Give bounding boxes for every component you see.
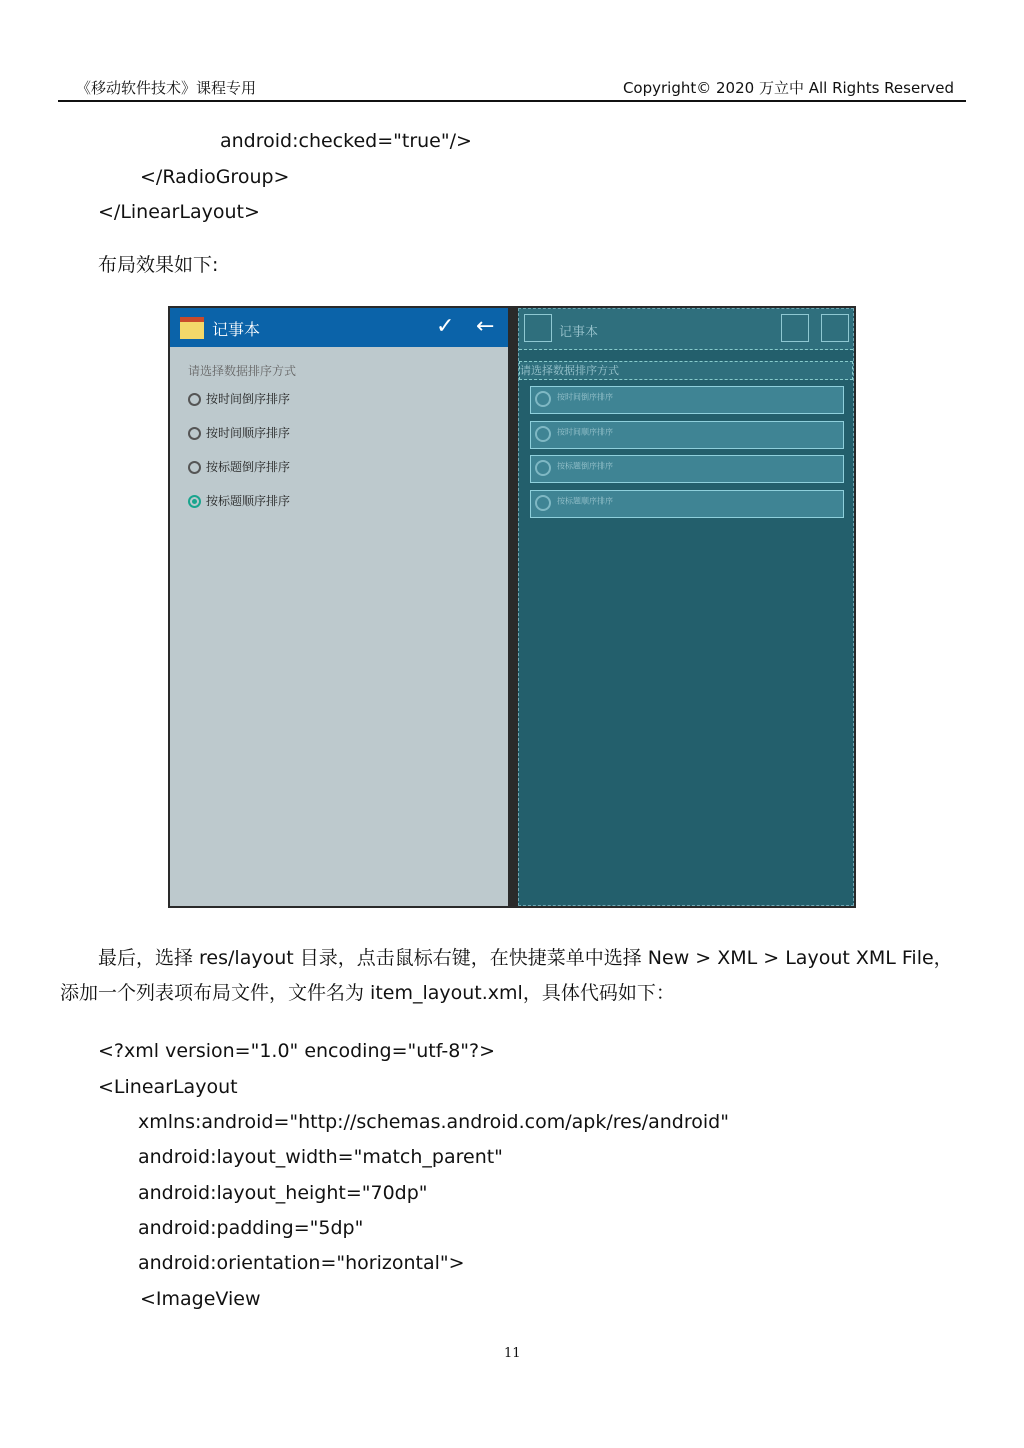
image-placeholder-icon <box>781 314 809 342</box>
app-title: 记事本 <box>212 320 261 339</box>
design-preview <box>170 308 508 906</box>
radio-label: 按时间顺序排序 <box>206 426 291 440</box>
radio-label: 按时间倒序排序 <box>206 392 291 406</box>
notebook-icon <box>180 317 204 339</box>
radio-icon <box>188 393 201 406</box>
blueprint-radio: 按标题顺序排序 <box>530 490 844 518</box>
layout-screenshot <box>168 306 856 908</box>
radio-label: 按标题倒序排序 <box>206 460 291 474</box>
radio-option[interactable] <box>188 458 290 475</box>
code-line: android:layout_width="match_parent" <box>138 1146 503 1168</box>
blueprint-preview <box>518 308 854 906</box>
code-line: android:checked="true"/> <box>220 130 472 152</box>
code-line: android:layout_height="70dp" <box>138 1182 428 1204</box>
code-line: <LinearLayout <box>98 1076 238 1098</box>
code-line: <?xml version="1.0" encoding="utf-8"?> <box>98 1040 496 1062</box>
header-right: Copyright© 2020 万立中 All Rights Reserved <box>622 79 954 97</box>
blueprint-radio: 按时间倒序排序 <box>530 386 844 414</box>
page-number: 11 <box>504 1346 521 1361</box>
blueprint-radio: 按时间顺序排序 <box>530 421 844 449</box>
header-left: 《移动软件技术》课程专用 <box>76 79 257 97</box>
radio-icon <box>188 427 201 440</box>
code-line: xmlns:android="http://schemas.android.com/apk/res/android" <box>138 1111 729 1133</box>
toolbar <box>170 308 508 347</box>
radio-option[interactable] <box>188 390 290 407</box>
code-line: android:orientation="horizontal"> <box>138 1252 465 1274</box>
back-arrow-icon[interactable]: ← <box>476 314 495 339</box>
radio-checked-icon <box>188 495 201 508</box>
blueprint-prompt: 请选择数据排序方式 <box>519 361 853 380</box>
code-line: android:padding="5dp" <box>138 1217 364 1239</box>
code-line: <ImageView <box>140 1288 261 1310</box>
blueprint-title: 记事本 <box>559 325 599 340</box>
image-placeholder-icon <box>524 314 552 342</box>
image-placeholder-icon <box>821 314 849 342</box>
caption: 布局效果如下: <box>98 254 219 276</box>
blueprint-radio: 按标题倒序排序 <box>530 455 844 483</box>
radio-option[interactable] <box>188 424 290 441</box>
blueprint-toolbar <box>519 309 853 350</box>
radio-icon <box>188 461 201 474</box>
header-rule <box>58 100 966 102</box>
code-line: </LinearLayout> <box>98 201 260 223</box>
paragraph-line: 最后，选择 res/layout 目录，点击鼠标右键，在快捷菜单中选择 New > XML > Layout XML File， <box>98 947 953 969</box>
code-line: </RadioGroup> <box>140 166 290 188</box>
check-icon[interactable]: ✓ <box>436 314 455 339</box>
sort-prompt: 请选择数据排序方式 <box>188 364 297 378</box>
paragraph-line: 添加一个列表项布局文件，文件名为 item_layout.xml，具体代码如下： <box>60 982 675 1004</box>
radio-label: 按标题顺序排序 <box>206 494 291 508</box>
radio-option[interactable] <box>188 492 290 509</box>
